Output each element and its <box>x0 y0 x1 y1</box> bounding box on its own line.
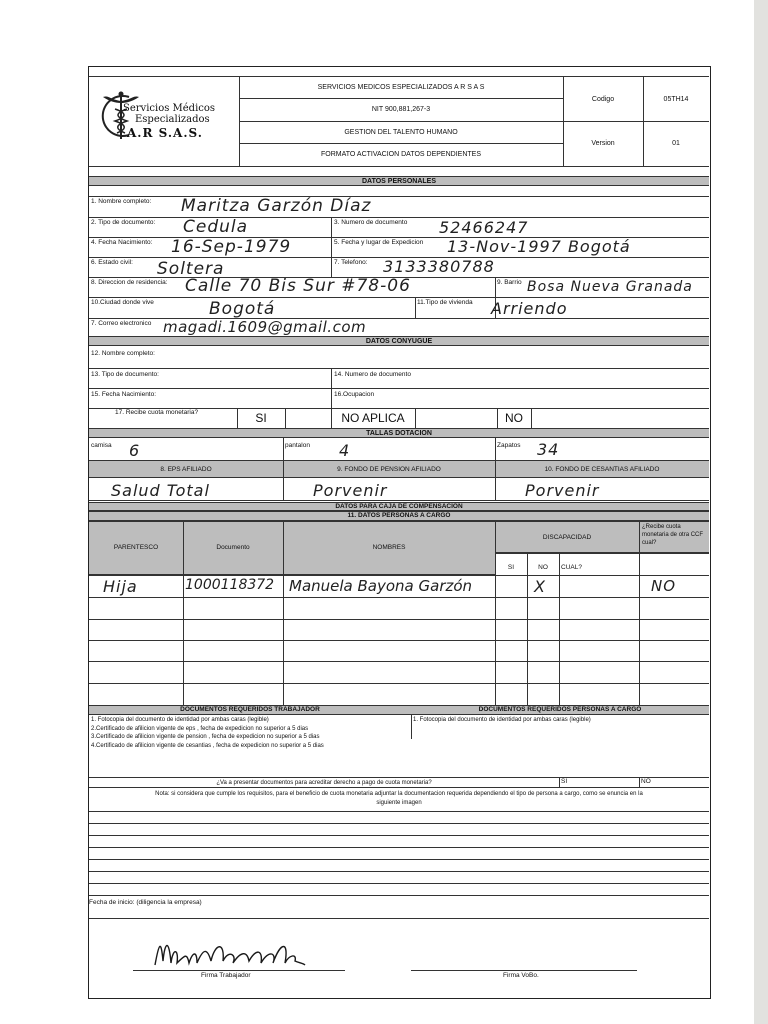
fecha-exp-label: 5. Fecha y lugar de Expedicion <box>334 239 424 246</box>
logo-line3: A.R S.A.S. <box>127 126 203 140</box>
cesantias-label: 10. FONDO DE CESANTIAS AFILIADO <box>544 466 660 473</box>
col-si: SI <box>507 564 515 571</box>
docs-trabajador-title: DOCUMENTOS REQUERIDOS TRABAJADOR <box>89 705 411 715</box>
fecha-nac-label: 4. Fecha Nacimiento: <box>91 239 153 246</box>
activation-form <box>88 66 711 999</box>
estado-label: 6. Estado civil: <box>91 259 133 266</box>
row-no[interactable]: X <box>534 577 546 596</box>
logo-line1: Servicios Médicos <box>123 103 216 114</box>
row-parentesco[interactable]: Hija <box>103 577 138 596</box>
col-cuota: ¿Recibe cuota monetaria de otra CCF cual? <box>642 524 704 546</box>
cuota-label: 17. Recibe cuota monetaria? <box>115 409 199 416</box>
company-logo <box>97 89 237 149</box>
conyugue-tipo-doc-label: 13. Tipo de documento: <box>91 371 159 378</box>
pension-label: 9. FONDO DE PENSION AFILIADO <box>337 466 441 473</box>
camisa-label: camisa <box>91 442 112 449</box>
nota-line1: Nota: si considera que cumple los requisitos, para el beneficio de cuota monetaria adjuntar la documentacion requerida dependiendo el tipo de persona a cargo, como se enuncia en la <box>155 791 643 797</box>
telefono-label: 7. Telefono: <box>334 259 368 266</box>
doc-item: 4.Certificado de afilicion vigente de cesantias , fecha de expedicion no superior a 5 dias <box>91 742 324 749</box>
docs-trabajador-list <box>91 716 409 750</box>
worker-signature <box>149 933 369 973</box>
vivienda-label: 11.Tipo de vivienda <box>417 299 473 306</box>
codigo-value: 05TH14 <box>663 96 689 103</box>
firma-vobo-label: Firma VoBo. <box>503 972 539 979</box>
section-dotacion: TALLAS DOTACION <box>89 428 709 438</box>
telefono-value[interactable]: 3133380788 <box>383 257 495 276</box>
direccion-label: 8. Direccion de residencia: <box>91 279 168 286</box>
eps-label: 8. EPS AFILIADO <box>160 466 212 473</box>
docs-question: ¿Va a presentar documentos para acreditar derecho a pago de cuota monetaria? <box>216 780 432 786</box>
section-personas: 11. DATOS PERSONAS A CARGO <box>89 511 709 521</box>
cuota-no[interactable]: NO <box>505 411 523 425</box>
vivienda-value[interactable]: Arriendo <box>491 299 568 318</box>
tipo-doc-label: 2. Tipo de documento: <box>91 219 156 226</box>
doc-item: 2.Certificado de afilicion vigente de eps , fecha de expedicion no superior a 5 dias <box>91 725 309 732</box>
row-documento[interactable]: 1000118372 <box>185 577 275 593</box>
barrio-label: 9. Barrio <box>497 279 522 286</box>
company-nit: NIT 900,881,267-3 <box>371 106 431 113</box>
form-name: FORMATO ACTIVACION DATOS DEPENDIENTES <box>321 151 481 158</box>
col-nombres: NOMBRES <box>372 544 406 551</box>
col-no: NO <box>538 564 548 571</box>
num-doc-value[interactable]: 52466247 <box>439 218 529 237</box>
correo-label: 7. Correo electronico <box>91 320 152 327</box>
num-doc-label: 3. Numero de documento <box>334 219 408 226</box>
docs-cargo-title: DOCUMENTOS REQUERIDOS PERSONAS A CARGO <box>411 705 709 715</box>
doc-item: 1. Fotocopia del documento de identidad por ambas caras (legible) <box>91 717 269 723</box>
ciudad-value[interactable]: Bogotá <box>209 299 276 319</box>
zapatos-value[interactable]: 34 <box>537 440 560 459</box>
docs-no[interactable]: NO <box>641 778 651 785</box>
cuota-si[interactable]: SI <box>255 411 267 425</box>
nombre-label: 1. Nombre completo: <box>91 198 152 205</box>
fecha-exp-value[interactable]: 13-Nov-1997 Bogotá <box>447 237 631 256</box>
row-cuota[interactable]: NO <box>651 577 677 595</box>
conyugue-num-doc-label: 14. Numero de documento <box>334 371 411 378</box>
cesantias-value[interactable]: Porvenir <box>525 481 600 500</box>
scan-edge <box>754 0 768 1024</box>
col-discapacidad: DISCAPACIDAD <box>542 534 592 541</box>
nota-line2: siguiente imagen <box>376 800 422 806</box>
nombre-value[interactable]: Maritza Garzón Díaz <box>181 196 372 216</box>
tipo-doc-value[interactable]: Cedula <box>183 217 249 237</box>
fecha-inicio-label: Fecha de inicio: (diligencia la empresa) <box>89 899 202 906</box>
doc-item: 3.Certificado de afilicion vigente de pension , fecha de expedicion no superior a 5 dias <box>91 734 320 740</box>
department: GESTION DEL TALENTO HUMANO <box>344 129 458 136</box>
col-documento: Documento <box>216 544 250 551</box>
correo-value[interactable]: magadi.1609@gmail.com <box>163 318 367 336</box>
estado-value[interactable]: Soltera <box>157 259 225 279</box>
col-cual: CUAL? <box>561 564 582 571</box>
conyugue-nombre-label: 12. Nombre completo: <box>91 350 155 357</box>
section-personal: DATOS PERSONALES <box>89 176 709 186</box>
cuota-no-aplica[interactable]: NO APLICA <box>341 411 405 425</box>
version-value: 01 <box>672 140 680 147</box>
section-compensacion: DATOS PARA CAJA DE COMPENSACION <box>89 502 709 511</box>
pension-value[interactable]: Porvenir <box>313 481 388 500</box>
pantalon-label: pantalon <box>285 442 310 449</box>
ciudad-label: 10.Ciudad donde vive <box>91 299 154 306</box>
camisa-value[interactable]: 6 <box>129 441 141 460</box>
version-label: Version <box>591 140 615 147</box>
docs-si[interactable]: SI <box>561 778 568 785</box>
barrio-value[interactable]: Bosa Nueva Granada <box>527 279 693 295</box>
col-parentesco: PARENTESCO <box>113 544 159 551</box>
fecha-nac-value[interactable]: 16-Sep-1979 <box>171 237 292 257</box>
section-conyugue: DATOS CONYUGUE <box>89 336 709 346</box>
codigo-label: Codigo <box>591 96 615 103</box>
docs-cargo-item: 1. Fotocopia del documento de identidad por ambas caras (legible) <box>413 717 591 723</box>
conyugue-ocupacion-label: 16.Ocupacion <box>334 391 375 398</box>
firma-trabajador-label: Firma Trabajador <box>201 972 251 979</box>
conyugue-fecha-nac-label: 15. Fecha Nacimiento: <box>91 391 157 398</box>
eps-value[interactable]: Salud Total <box>111 481 210 500</box>
row-nombres[interactable]: Manuela Bayona Garzón <box>289 577 473 595</box>
zapatos-label: Zapatos <box>497 442 521 449</box>
direccion-value[interactable]: Calle 70 Bis Sur #78-06 <box>185 276 411 296</box>
logo-line2: Especializados <box>135 114 210 125</box>
company-title: SERVICIOS MEDICOS ESPECIALIZADOS A R S A S <box>317 84 485 91</box>
pantalon-value[interactable]: 4 <box>339 441 351 460</box>
